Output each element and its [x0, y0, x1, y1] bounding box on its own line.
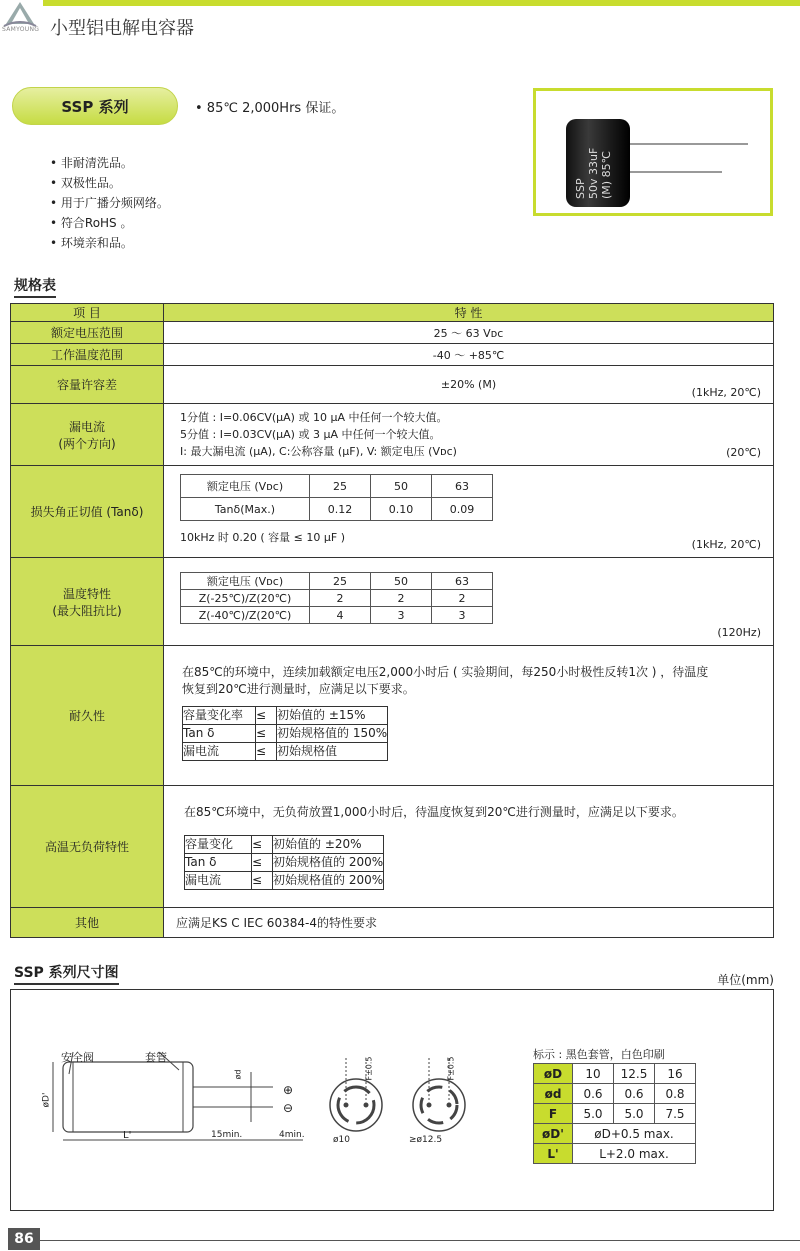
footer-rule [38, 1240, 800, 1241]
spec-table [10, 303, 774, 938]
unit-label: 单位(mm) [717, 973, 774, 987]
spec-section-title: 规格表 [14, 275, 56, 298]
col-header-char: 特 性 [164, 304, 774, 322]
dimension-drawing [11, 990, 521, 1190]
label-sleeve: 套管 [145, 1051, 167, 1064]
leakage-line: 5分值 : I=0.03CV(μA) 或 3 μA 中任何一个较大值。 [180, 428, 441, 441]
dimension-table: øD 10 12.5 16 ød 0.6 0.6 0.8 F 5.0 5.0 7.5 øD' øD+0.5 max. L' L+2.0 max. [533, 1063, 696, 1164]
marking-note: 标示 : 黑色套管，白色印刷 [533, 1048, 665, 1061]
endurance-cell [164, 646, 774, 786]
shelf-life-line: 在85℃环境中，无负荷放置1,000小时后，待温度恢复到20℃进行测量时，应满足以下要求。 [184, 805, 684, 819]
label-d125: ≥ø12.5 [409, 1135, 443, 1145]
product-photo [533, 88, 773, 216]
feature-item: • 环境亲和品。 [50, 236, 133, 250]
rated-voltage-value: 25 ～ 63 Vᴅᴄ [164, 322, 774, 344]
endurance-line: 恢复到20℃进行测量时，应满足以下要求。 [182, 682, 415, 696]
tolerance-note: (1kHz, 20℃) [691, 386, 761, 399]
capacitor-image [566, 119, 630, 207]
tan-delta-footer: 10kHz 时 0.20 ( 容量 ≤ 10 μF ) [180, 531, 345, 544]
leakage-note: (20℃) [726, 446, 761, 459]
label-L: L' [123, 1130, 132, 1141]
leakage-line: 1分值 : I=0.06CV(μA) 或 10 μA 中任何一个较大值。 [180, 411, 448, 424]
series-badge: SSP 系列 [12, 87, 178, 125]
dimension-section-title: SSP 系列尺寸图 [14, 962, 119, 985]
temp-characteristics-cell [164, 558, 774, 646]
endurance-requirements: 容量变化率 ≤ 初始值的 ±15% Tan δ ≤ 初始规格值的 150% 漏电流 ≤ 初始规格值 [182, 706, 388, 761]
feature-list [50, 153, 169, 253]
row-label-shelf-life: 高温无负荷特性 [11, 786, 164, 908]
shelf-life-requirements: 容量变化 ≤ 初始值的 ±20% Tan δ ≤ 初始规格值的 200% 漏电流 ≤ 初始规格值的 200% [184, 835, 384, 890]
tan-delta-cell [164, 466, 774, 558]
row-label-leakage: 漏电流 (两个方向) [11, 404, 164, 466]
label-safety-vent: 安全阀 [61, 1051, 94, 1064]
capacitor-lead [630, 143, 748, 145]
feature-item: • 双极性品。 [50, 176, 121, 190]
dimension-diagram-box [10, 989, 774, 1211]
row-label-temp-range: 工作温度范围 [11, 344, 164, 366]
capacitor-lead [630, 171, 722, 173]
other-value: 应满足KS C IEC 60384-4的特性要求 [164, 908, 774, 938]
feature-item: • 用于广播分频网络。 [50, 196, 169, 210]
temp-note: (120Hz) [717, 626, 761, 639]
tolerance-value: ±20% (M) [440, 378, 497, 391]
plus-symbol: ⊕ [283, 1083, 294, 1097]
row-label-temp-characteristics: 温度特性 (最大阻抗比) [11, 558, 164, 646]
row-label-tolerance: 容量许容差 [11, 366, 164, 404]
leakage-cell [164, 404, 774, 466]
impedance-ratio-table: 额定电压 (Vᴅᴄ) 25 50 63 Z(-25℃)/Z(20℃) 2 2 2 Z(-40℃)/Z(20℃) 4 3 3 [180, 572, 493, 624]
temp-range-value: -40 ～ +85℃ [164, 344, 774, 366]
row-label-endurance: 耐久性 [11, 646, 164, 786]
capacitor-marking: SSP 50v 33uF (M) 85℃ [574, 147, 613, 199]
tolerance-cell [164, 366, 774, 404]
page-number: 86 [8, 1228, 40, 1250]
top-accent-bar [43, 0, 800, 6]
tan-delta-note: (1kHz, 20℃) [691, 538, 761, 551]
label-15min: 15min. [211, 1130, 243, 1140]
leakage-line: I: 最大漏电流 (μA), C:公称容量 (μF), V: 额定电压 (Vᴅᴄ) [180, 445, 457, 458]
col-header-item: 项 目 [11, 304, 164, 322]
label-phi-d: ød [233, 1069, 243, 1080]
label-F-12: F±0.5 [446, 1056, 456, 1081]
label-F-10: F±0.5 [364, 1056, 374, 1081]
tan-delta-table: 额定电压 (Vᴅᴄ) 25 50 63 Tanδ(Max.) 0.12 0.10 0.09 [180, 474, 493, 521]
endurance-line: 在85℃的环境中，连续加载额定电压2,000小时后 ( 实验期间，每250小时极性反转1次 ) ，待温度 [182, 665, 709, 679]
row-label-tan-delta: 损失角正切值 (Tanδ) [11, 466, 164, 558]
shelf-life-cell [164, 786, 774, 908]
label-phi-D: øD' [41, 1092, 52, 1108]
feature-item: • 非耐清洗品。 [50, 156, 133, 170]
label-4min: 4min. [279, 1130, 305, 1140]
feature-item: • 符合RoHS 。 [50, 216, 133, 230]
series-tagline: • 85℃ 2,000Hrs 保证。 [195, 101, 345, 116]
logo-text: SAMYOUNG [2, 26, 40, 33]
page-title: 小型铝电解电容器 [50, 18, 194, 39]
minus-symbol: ⊖ [283, 1101, 294, 1115]
row-label-other: 其他 [11, 908, 164, 938]
label-d10: ø10 [333, 1135, 350, 1145]
row-label-rated-voltage: 额定电压范围 [11, 322, 164, 344]
